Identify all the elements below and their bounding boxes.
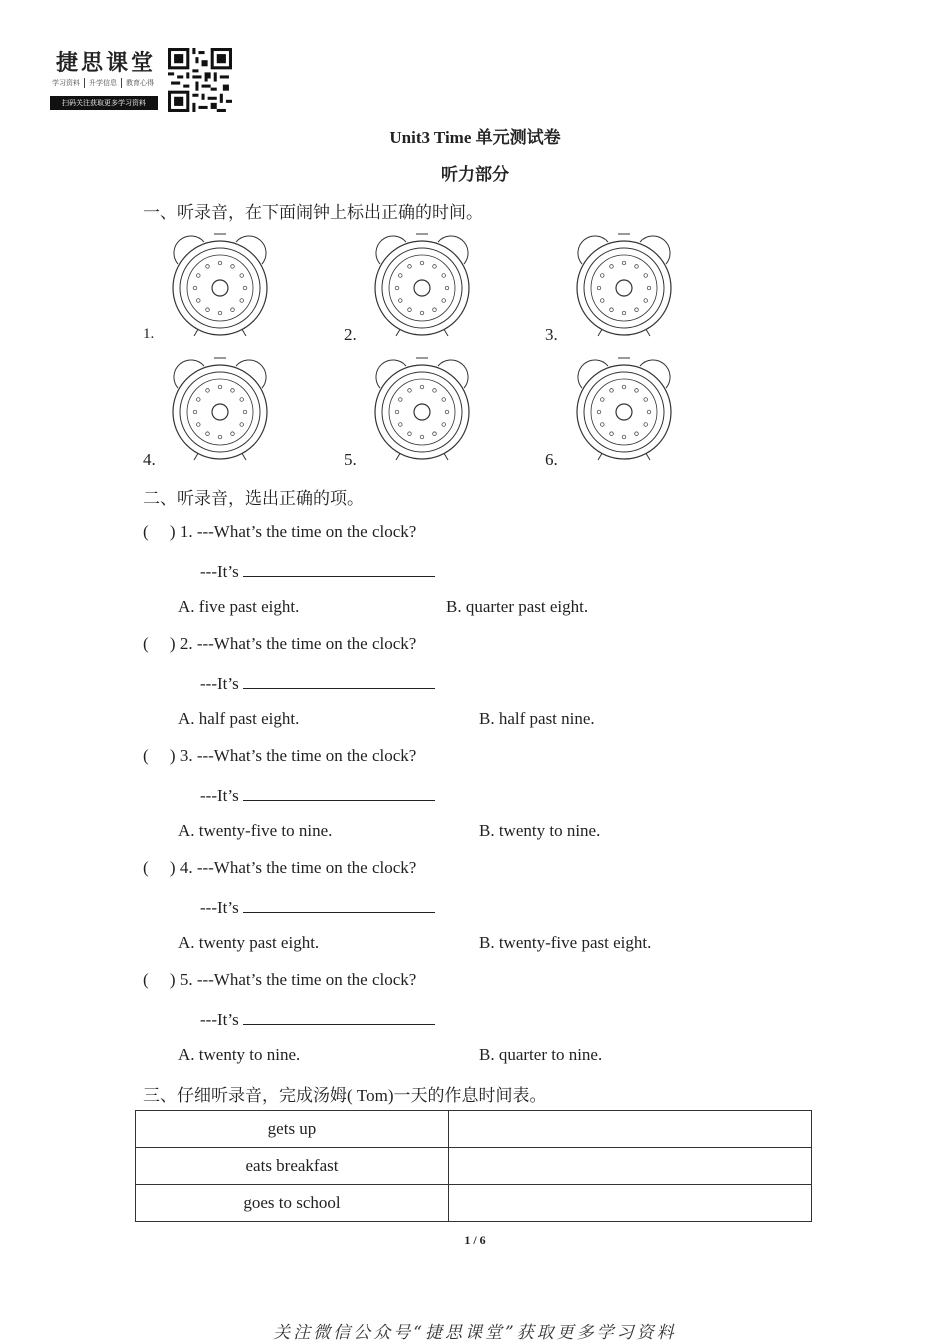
answer-blank[interactable] [243,784,435,801]
option-b[interactable]: B. twenty to nine. [479,821,601,840]
clock-label: 4. [143,450,156,469]
answer-blank[interactable] [243,560,435,577]
answer-prefix: ---It’s [200,562,239,581]
time-cell[interactable] [449,1111,812,1148]
option-b[interactable]: B. quarter to nine. [479,1045,603,1064]
option-a[interactable]: A. twenty past eight. [178,933,320,952]
qr-code-icon [168,48,232,112]
alarm-clock-icon [574,356,674,466]
answer-bracket[interactable]: ( ) [143,522,176,541]
question-row [143,858,416,878]
option-b[interactable]: B. quarter past eight. [446,597,589,616]
option-a[interactable]: A. twenty to nine. [178,1045,301,1064]
answer-line [200,896,435,918]
question-row [143,634,416,654]
page-number: 1 / 6 [464,1233,486,1247]
answer-line [200,560,435,582]
time-cell[interactable] [449,1185,812,1222]
answer-prefix: ---It’s [200,1010,239,1029]
clock-label: 5. [344,450,357,469]
clock-label: 6. [545,450,558,469]
logo-name: 捷思课堂 [56,50,157,76]
alarm-clock-icon [574,232,674,342]
option-a[interactable]: A. twenty-five to nine. [178,821,333,840]
question-row [143,970,416,990]
answer-bracket[interactable]: ( ) [143,634,176,653]
activity-cell: eats breakfast [136,1148,449,1185]
table-row [136,1185,812,1222]
part2-instruction: 二、听录音，选出正确的项。 [143,489,364,508]
clock-label: 3. [545,325,558,344]
time-cell[interactable] [449,1148,812,1185]
part1-instruction: 一、听录音，在下面闹钟上标出正确的时间。 [143,203,483,222]
footer-note: 关注微信公众号“捷思课堂”获取更多学习资料 [273,1323,677,1343]
activity-cell: gets up [136,1111,449,1148]
clock-label: 2. [344,325,357,344]
question-text: 5. ---What’s the time on the clock? [179,970,417,989]
answer-bracket[interactable]: ( ) [143,858,176,877]
answer-line [200,1008,435,1030]
answer-line [200,672,435,694]
option-a[interactable]: A. five past eight. [178,597,300,616]
answer-bracket[interactable]: ( ) [143,970,176,989]
page-title: Unit3 Time 单元测试卷 [389,128,561,147]
answer-blank[interactable] [243,672,435,689]
logo-tag: 升学信息 [89,78,122,88]
answer-prefix: ---It’s [200,898,239,917]
alarm-clock-icon [372,232,472,342]
logo-bar: 扫码关注获取更多学习资料 [50,96,158,110]
option-b[interactable]: B. twenty-five past eight. [479,933,652,952]
alarm-clock-icon [372,356,472,466]
answer-bracket[interactable]: ( ) [143,746,176,765]
logo-tag: 教育心得 [126,79,154,87]
schedule-table [135,1110,812,1222]
answer-line [200,784,435,806]
option-b[interactable]: B. half past nine. [479,709,595,728]
table-row [136,1111,812,1148]
answer-prefix: ---It’s [200,786,239,805]
question-text: 1. ---What’s the time on the clock? [179,522,417,541]
activity-cell: goes to school [136,1185,449,1222]
question-row [143,746,416,766]
section-subtitle: 听力部分 [441,165,509,184]
question-text: 3. ---What’s the time on the clock? [179,746,417,765]
table-row [136,1148,812,1185]
question-text: 4. ---What’s the time on the clock? [179,858,417,877]
logo-tags [52,78,158,88]
option-a[interactable]: A. half past eight. [178,709,300,728]
clock-label: 1. [143,326,155,342]
alarm-clock-icon [170,232,270,342]
answer-prefix: ---It’s [200,674,239,693]
logo-tag: 学习资料 [52,78,85,88]
part3-instruction: 三、仔细听录音，完成汤姆( Tom)一天的作息时间表。 [143,1086,547,1105]
question-row [143,522,416,542]
alarm-clock-icon [170,356,270,466]
question-text: 2. ---What’s the time on the clock? [179,634,417,653]
answer-blank[interactable] [243,896,435,913]
answer-blank[interactable] [243,1008,435,1025]
